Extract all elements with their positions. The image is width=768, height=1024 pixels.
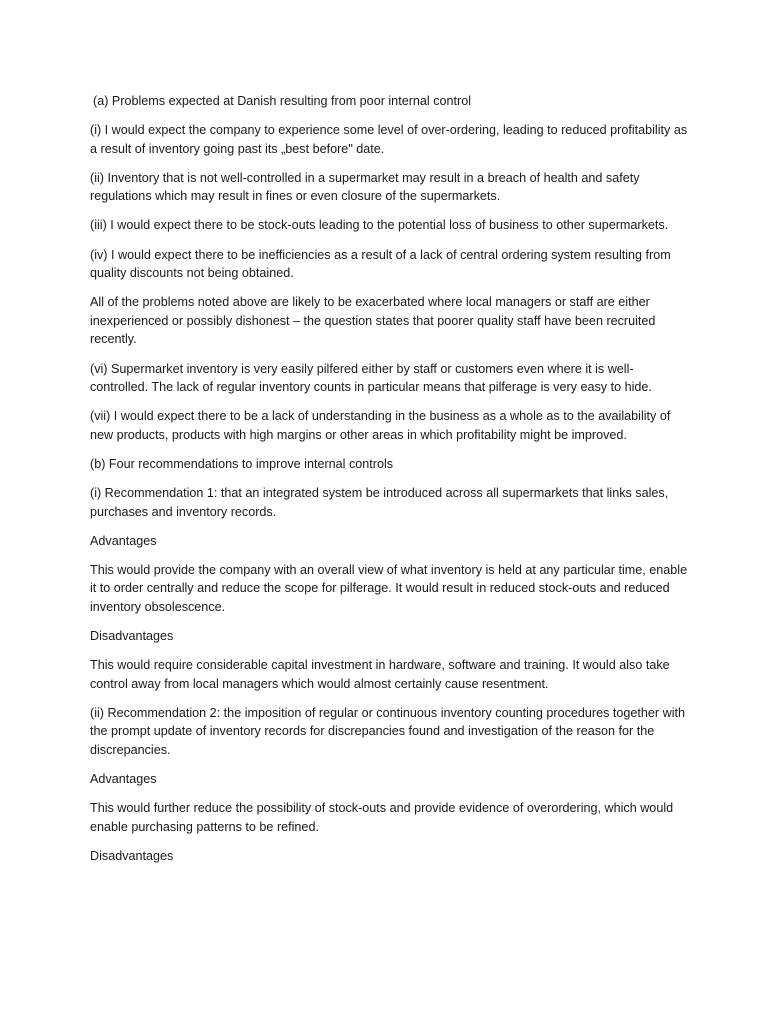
document-body (90, 92, 690, 876)
paragraph-advantages-2: This would further reduce the possibility of stock-outs and provide evidence of overordering, which would enable purchasing patterns to be refined. (90, 801, 674, 834)
paragraph-problem-iv: (iv) I would expect there to be inefficiencies as a result of a lack of central ordering system resulting from quality discounts not being obtained. (90, 247, 671, 281)
paragraph-problem-iii: (iii) I would expect there to be stock-outs leading to the potential loss of business to other supermarkets. (90, 218, 669, 233)
paragraph-recommendation-1: (i) Recommendation 1: that an integrated system be introduced across all supermarkets that links sales, purchases and inventory records. (90, 486, 669, 519)
paragraph-problem-i: (i) I would expect the company to experience some level of over-ordering, leading to reduced profitability as a result of inventory going past its „best before" date. (90, 123, 688, 156)
paragraph-problem-ii: (ii) Inventory that is not well-controlled in a supermarket may result in a breach of health and safety regulations which may result in fines or even closure of the supermarkets. (90, 170, 640, 204)
disadvantages-heading-1: Disadvantages (90, 629, 174, 644)
section-b-heading: (b) Four recommendations to improve internal controls (90, 456, 394, 471)
paragraph-advantages-1: This would provide the company with an overall view of what inventory is held at any particular time, enable it to order centrally and reduce the scope for pilferage. It would result in reduced stock-outs and reduced inventory obsolescence. (90, 562, 688, 614)
paragraph-problem-vi: (vi) Supermarket inventory is very easily pilfered either by staff or customers even where it is well-controlled. The lack of regular inventory counts in particular means that pilferage is very easy to hide. (90, 361, 652, 395)
disadvantages-heading-2: Disadvantages (90, 848, 174, 863)
advantages-heading-2: Advantages (90, 772, 157, 787)
paragraph-problems-summary: All of the problems noted above are likely to be exacerbated where local managers or staff are either inexperienced or possibly dishonest – the question states that poorer quality staff have been recruited recently. (90, 295, 656, 347)
paragraph-problem-vii: (vii) I would expect there to be a lack of understanding in the business as a whole as to the availability of new products, products with high margins or other areas in which profitability might be improved. (90, 409, 671, 442)
advantages-heading-1: Advantages (90, 533, 157, 548)
paragraph-disadvantages-1: This would require considerable capital investment in hardware, software and training. It would also take control away from local managers which would almost certainly cause resentment. (90, 658, 670, 691)
paragraph-recommendation-2: (ii) Recommendation 2: the imposition of regular or continuous inventory counting procedures together with the prompt update of inventory records for discrepancies found and investigation of the reason for the discrepancies. (90, 705, 686, 758)
section-a-heading: (a) Problems expected at Danish resulting from poor internal control (93, 94, 471, 108)
